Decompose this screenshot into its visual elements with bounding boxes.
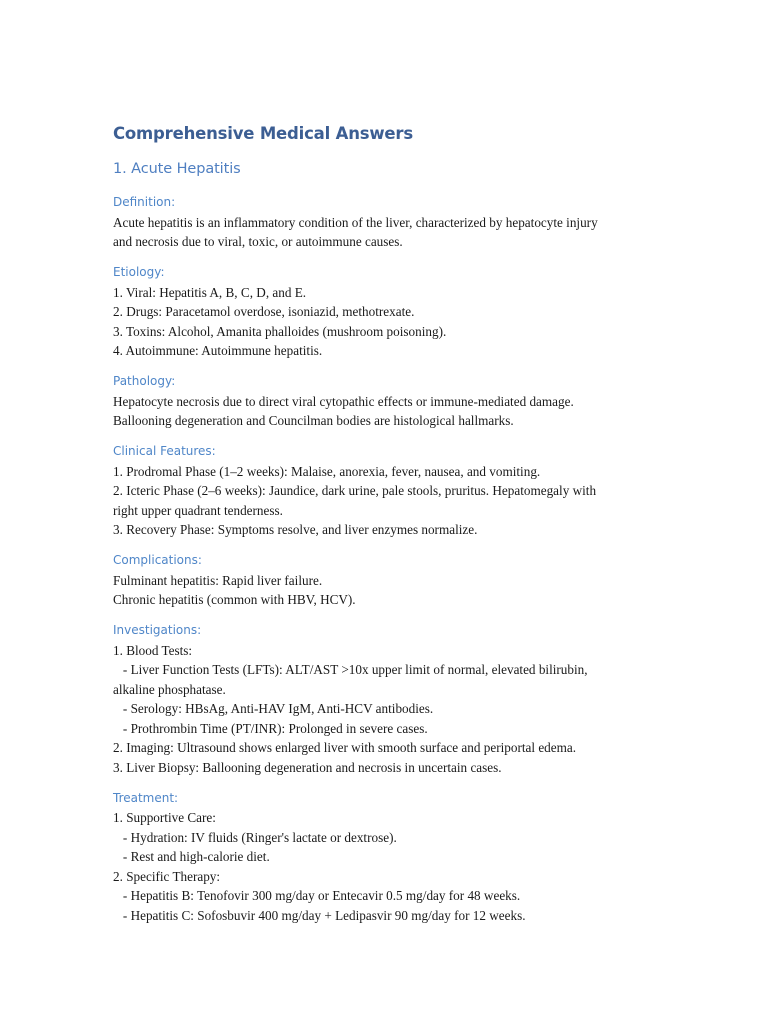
section-complications [113,551,668,610]
body-text-line: - Hepatitis C: Sofosbuvir 400 mg/day + Ledipasvir 90 mg/day for 12 weeks. [113,907,526,923]
section-clinical-features [113,442,668,540]
document-title: Comprehensive Medical Answers [113,124,413,143]
body-text-line: 3. Toxins: Alcohol, Amanita phalloides (mushroom poisoning). [113,323,447,339]
body-text-line: Fulminant hepatitis: Rapid liver failure. [113,572,323,588]
body-text-line: Hepatocyte necrosis due to direct viral cytopathic effects or immune-mediated damage. [113,393,574,409]
body-text-line: Chronic hepatitis (common with HBV, HCV). [113,592,356,607]
section-title: 1. Acute Hepatitis [113,161,241,177]
body-text-line: 2. Imaging: Ultrasound shows enlarged liver with smooth surface and periportal edema. [113,740,577,755]
body-text-line: 4. Autoimmune: Autoimmune hepatitis. [113,343,323,358]
subheading-complications: Complications: [113,553,202,567]
subheading-definition: Definition: [113,195,176,209]
body-text-line: alkaline phosphatase. [113,681,226,697]
section-etiology [113,263,668,361]
body-text-line: - Rest and high-calorie diet. [113,849,270,864]
section-investigations [113,621,668,777]
subheading-etiology: Etiology: [113,265,165,279]
subheading-treatment: Treatment: [113,790,179,805]
body-text-line: - Hepatitis B: Tenofovir 300 mg/day or Entecavir 0.5 mg/day for 48 weeks. [113,888,521,903]
body-text-line: 3. Recovery Phase: Symptoms resolve, and liver enzymes normalize. [113,522,478,537]
body-text-line: 1. Prodromal Phase (1–2 weeks): Malaise, anorexia, fever, nausea, and vomiting. [113,463,541,479]
body-text-line: - Prothrombin Time (PT/INR): Prolonged in severe cases. [113,720,428,736]
body-text-line: - Serology: HBsAg, Anti-HAV IgM, Anti-HCV antibodies. [113,701,434,716]
subheading-pathology: Pathology: [113,374,176,388]
body-text-line: 2. Icteric Phase (2–6 weeks): Jaundice, dark urine, pale stools, pruritus. Hepatomegaly with [113,483,597,498]
body-text-line: right upper quadrant tenderness. [113,502,283,518]
section-pathology [113,372,668,431]
body-text-line: - Hydration: IV fluids (Ringer's lactate or dextrose). [113,829,397,845]
subheading-investigations: Investigations: [113,623,202,637]
section-treatment [113,789,668,926]
body-text-line: 2. Drugs: Paracetamol overdose, isoniazid, methotrexate. [113,304,415,319]
body-text-line: 2. Specific Therapy: [113,868,221,884]
body-text-line: and necrosis due to viral, toxic, or autoimmune causes. [113,234,403,249]
section-definition [113,193,668,252]
document-body [113,193,668,925]
body-text-line: 3. Liver Biopsy: Ballooning degeneration and necrosis in uncertain cases. [113,759,502,775]
body-text-line: 1. Supportive Care: [113,810,216,825]
body-text-line: - Liver Function Tests (LFTs): ALT/AST >10x upper limit of normal, elevated bilirubin, [113,662,588,677]
body-text-line: Ballooning degeneration and Councilman bodies are histological hallmarks. [113,413,514,428]
body-text-line: 1. Viral: Hepatitis A, B, C, D, and E. [113,284,307,300]
subheading-clinical-features: Clinical Features: [113,444,216,458]
body-text-line: Acute hepatitis is an inflammatory condition of the liver, characterized by hepatocyte injury [113,214,598,230]
body-text-line: 1. Blood Tests: [113,642,193,658]
